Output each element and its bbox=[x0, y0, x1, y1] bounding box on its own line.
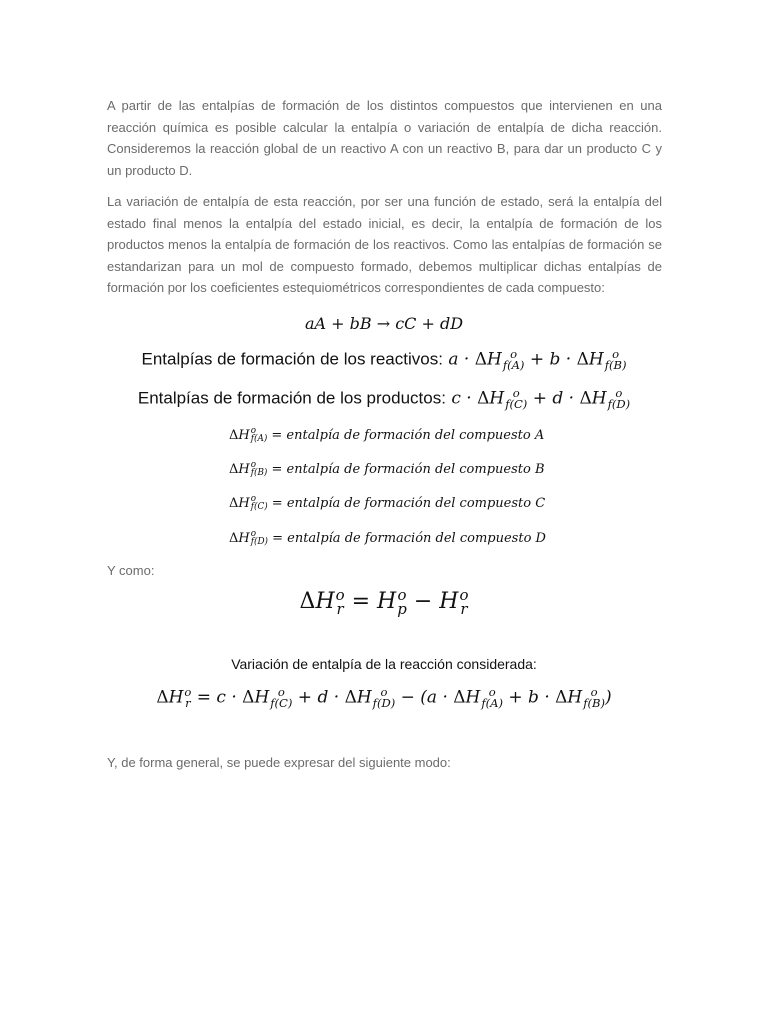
intro-paragraph: A partir de las entalpías de formación de los distintos compuestos que intervienen en una reacción química es posible calcular la entalpía o variación de entalpía de dicha reacción. Consideremos la reacción global de un reactivo A con un reactivo B, para dar un producto C y un producto D. bbox=[107, 98, 662, 178]
definition-compound-a: ΔH o f(A) = entalpía de formación del compuesto A bbox=[229, 426, 545, 445]
explanation-paragraph: La variación de entalpía de esta reacción, por ser una función de estado, será la entalpía del estado final menos la entalpía del estado inicial, es decir, la entalpía de formación de los productos menos la entalpía de formación de los reactivos. Como las entalpías de formación se estandarizan para un mol de compuesto formado, debemos multiplicar dichas entalpías de formación por los coeficientes estequiométricos correspondientes de cada compuesto: bbox=[107, 194, 662, 295]
definition-text: = entalpía de formación del compuesto bbox=[271, 495, 532, 511]
reactants-enthalpy-formula: Entalpías de formación de los reactivos: a · ΔH o f(A) + b · ΔH o f(B) bbox=[141, 347, 627, 372]
reaction-equation: aA + bB → cC + dD bbox=[304, 314, 464, 333]
definition-compound-c: ΔH o f(C) = entalpía de formación del compuesto C bbox=[229, 494, 546, 513]
definition-text: = entalpía de formación del compuesto bbox=[271, 461, 531, 477]
reaction-caption: Variación de entalpía de la reacción considerada: bbox=[231, 656, 537, 672]
products-enthalpy-formula: Entalpías de formación de los productos: c · ΔH o f(C) + d · ΔH o f(D) bbox=[137, 386, 631, 411]
definition-text: = entalpía de formación del compuesto bbox=[271, 427, 531, 443]
compound-letter: C bbox=[535, 495, 546, 511]
general-paragraph: Y, de forma general, se puede expresar del siguiente modo: bbox=[107, 755, 451, 770]
reactants-label: Entalpías de formación de los reactivos: bbox=[141, 349, 443, 369]
reaction-enthalpy-definition: ΔH o r = H o p − H o r bbox=[299, 586, 469, 619]
reaction-enthalpy-formula: ΔH o r = c · ΔH o f(C) + d · ΔH o f(D) − (a · ΔH o f(A) + b · ΔH o f(B) ) bbox=[156, 685, 612, 710]
products-label: Entalpías de formación de los productos: bbox=[137, 388, 446, 408]
definition-compound-b: ΔH o f(B) = entalpía de formación del compuesto B bbox=[229, 460, 545, 479]
definition-compound-d: ΔH o f(D) = entalpía de formación del compuesto D bbox=[229, 529, 546, 548]
compound-letter: D bbox=[535, 530, 546, 546]
y-como-text: Y como: bbox=[107, 563, 155, 578]
compound-letter: A bbox=[534, 427, 545, 443]
compound-letter: B bbox=[534, 461, 545, 477]
definition-text: = entalpía de formación del compuesto bbox=[272, 530, 532, 546]
